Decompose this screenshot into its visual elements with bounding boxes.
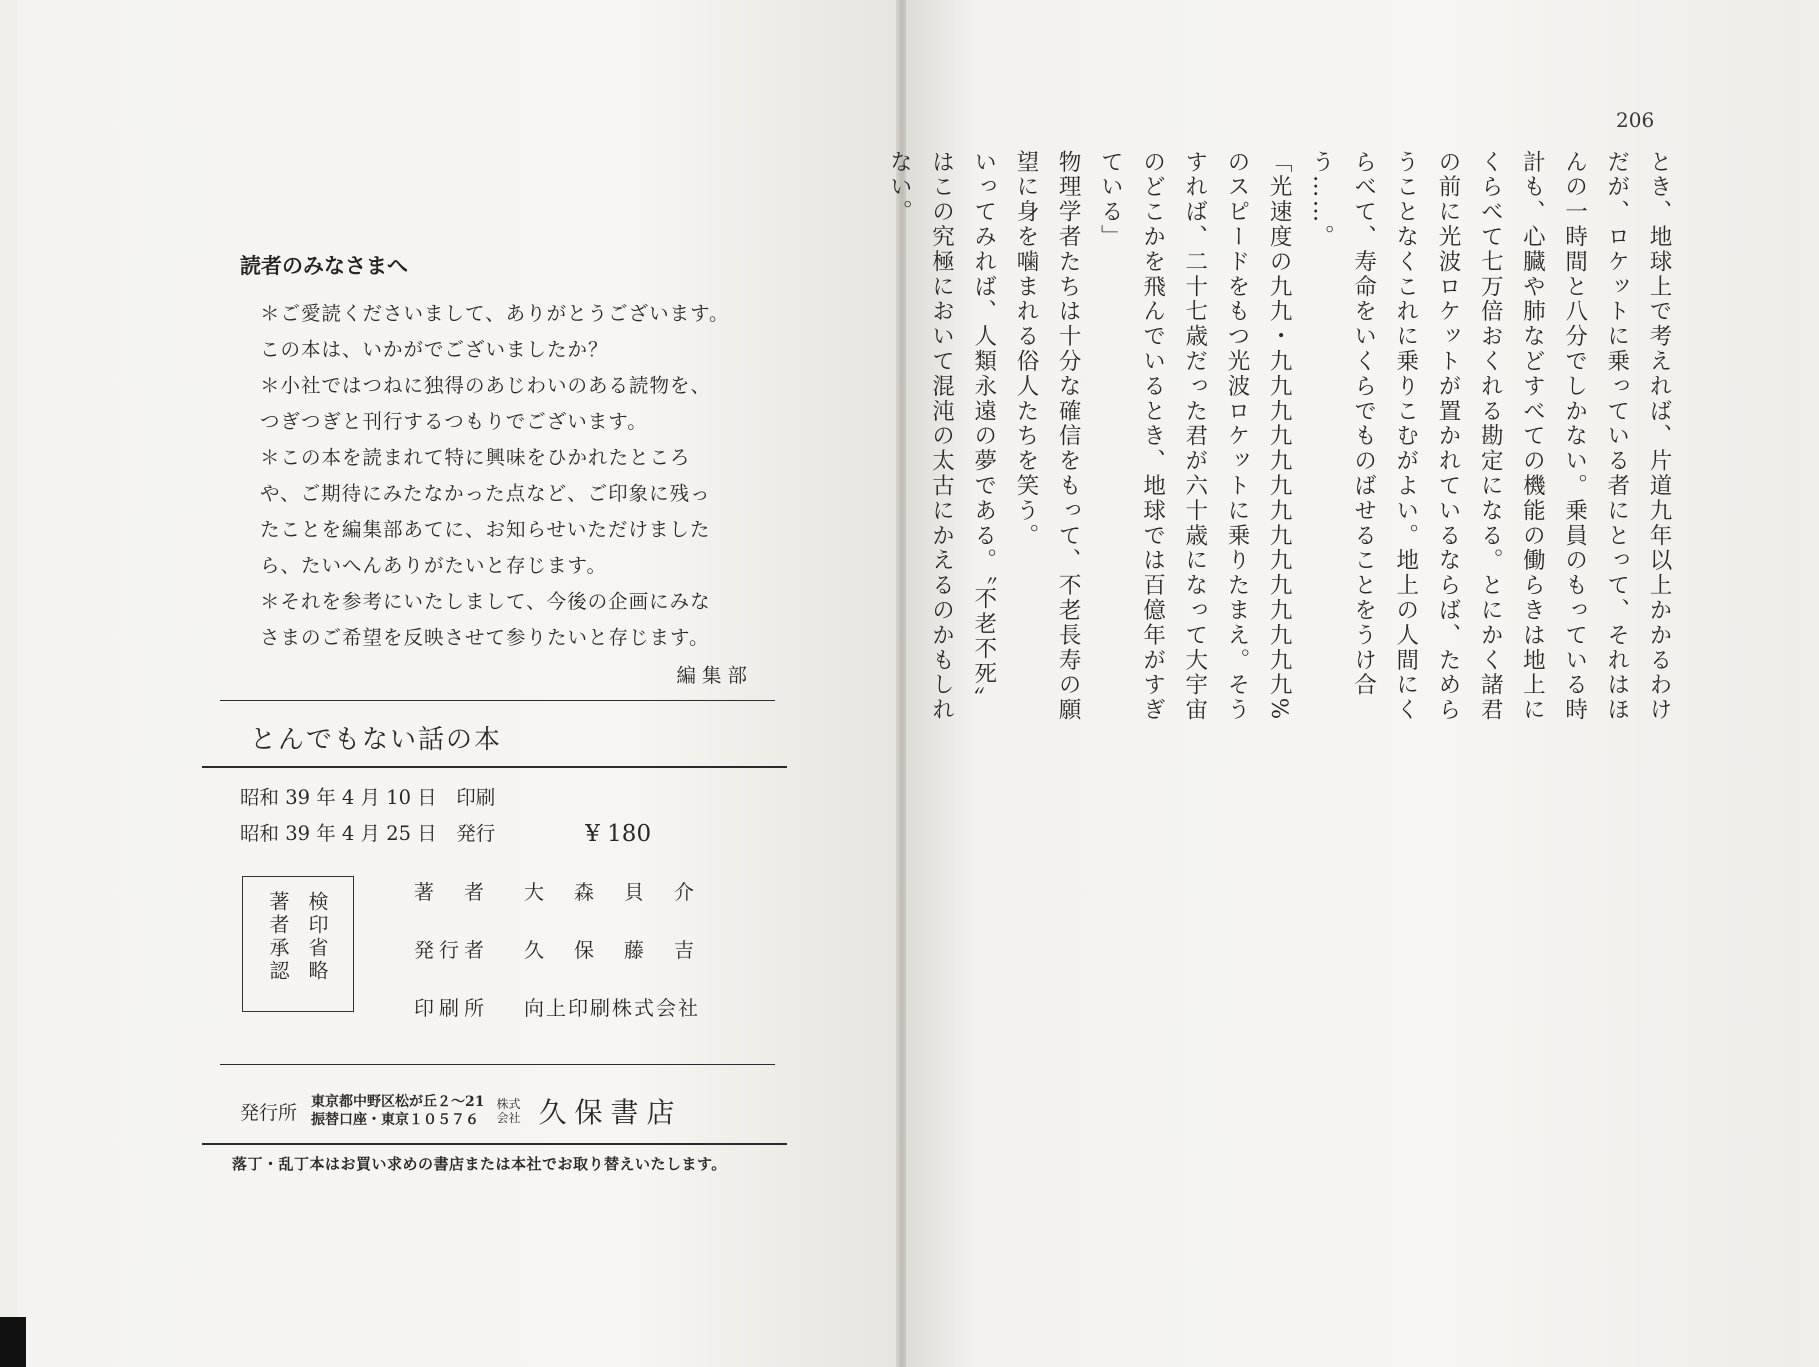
divider	[202, 1143, 787, 1145]
publish-date: 昭和 39 年 4 月 25 日 発行	[240, 822, 496, 845]
price: ¥ 180	[585, 821, 652, 847]
staff-list	[414, 876, 724, 1050]
reader-notice	[220, 296, 775, 688]
dates-block	[220, 780, 775, 852]
print-date: 昭和 39 年 4 月 10 日 印刷	[240, 786, 496, 809]
staff-role: 発行者	[414, 938, 489, 962]
page-number: 206	[1616, 108, 1655, 132]
paragraph: とき、地球上で考えれば、片道九年以上かかるわけだが、ロケットに乗っている者にとって、それはほんの一時間と八分でしかない。乗員のもっている時計も、心臓や肺などすべての機能の働らきは地上にくらべて七万倍おくれる勘定になる。とにかく諸君の前に光波ロケットが置かれているならば、ためらうことなくこれに乗りこむがよい。地上の人間にくらべて、寿命をいくらでものばせることをうけ合う……。	[1308, 150, 1672, 723]
notice-line: や、ご期待にみたなかった点など、ご印象に残っ	[260, 482, 711, 505]
notice-line: つぎつぎと刊行するつもりでございます。	[260, 410, 648, 433]
publisher-name: 久保書店	[538, 1096, 683, 1129]
paragraph: 「光速度の九九・九九九九九九九九九九九九九九%のスピードをもつ光波ロケットに乗りたまえ。そうすれば、二十七歳だった君が六十歳になって大宇宙のどこかを飛んでいるとき、地球では百億年がすぎている」	[1097, 150, 1293, 723]
scan-edge	[0, 1317, 26, 1367]
staff-role: 著 者	[414, 880, 489, 904]
notice-line: ＊それを参考にいたしまして、今後の企画にみな	[260, 590, 711, 613]
editor-signature: 編集部	[676, 664, 753, 687]
publisher-address-block	[311, 1093, 484, 1129]
paragraph: いってみれば、人類永遠の夢である。〝不老不死〟はこの究極において混沌の太古にかえるのかもしれない。	[886, 150, 997, 723]
publisher-account: 振替口座・東京１０５７６	[311, 1112, 480, 1128]
publisher-label: 発行所	[240, 1101, 298, 1124]
notice-line: ＊小社ではつねに独得のあじわいのある読物を、	[260, 374, 712, 397]
notice-line: この本は、いかがでございましたか？	[260, 338, 609, 361]
notice-line: たことを編集部あてに、お知らせいただけました	[260, 518, 711, 541]
notice-line: ら、たいへんありがたいと存じます。	[260, 554, 607, 577]
seal-box	[242, 876, 354, 1012]
divider	[220, 700, 775, 701]
staff-row	[414, 992, 724, 1050]
publisher-address: 東京都中野区松が丘２～21	[311, 1094, 485, 1110]
notice-line: ＊ご愛読くださいまして、ありがとうございます。	[260, 302, 730, 325]
colophon	[220, 250, 775, 1174]
divider	[202, 766, 787, 768]
paragraph: 物理学者たちは十分な確信をもって、不老長寿の願望に身を噛まれる俗人たちを笑う。	[1012, 150, 1082, 723]
staff-row	[414, 934, 724, 992]
notice-line: ＊この本を読まれて特に興味をひかれたところ	[260, 446, 691, 469]
staff-row	[414, 876, 724, 934]
staff-name: 大森貝介	[524, 880, 724, 904]
book-title: とんでもない話の本	[250, 725, 503, 755]
seal-line: 検印省略	[305, 891, 329, 983]
divider	[220, 1064, 775, 1065]
credits	[242, 876, 775, 1050]
publisher-block	[220, 1079, 775, 1143]
staff-name: 久保藤吉	[524, 938, 724, 962]
body-text	[886, 150, 1680, 730]
footer-note: 落丁・乱丁本はお買い求めの書店または本社でお取り替えいたします。	[232, 1155, 727, 1173]
publisher-kaisha: 株式会社	[496, 1097, 521, 1125]
notice-line: さまのご希望を反映させて参りたいと存じます。	[260, 626, 710, 649]
staff-name: 向上印刷株式会社	[524, 996, 700, 1020]
notice-header: 読者のみなさまへ	[240, 254, 408, 278]
staff-role: 印刷所	[414, 996, 489, 1020]
seal-line: 著者承認	[266, 891, 290, 983]
